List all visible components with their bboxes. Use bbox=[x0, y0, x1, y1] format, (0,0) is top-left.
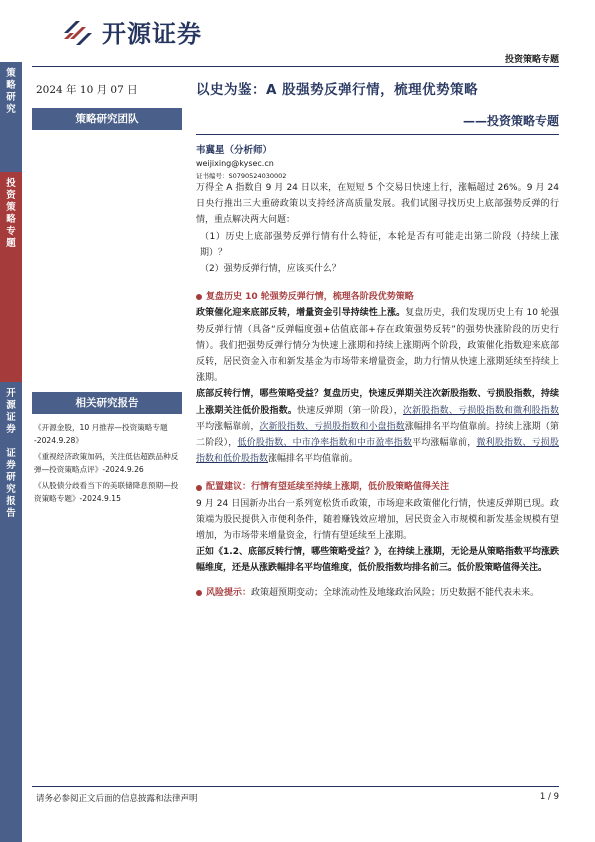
sidebar-char: 证 bbox=[6, 412, 16, 423]
sidebar-segment-topic bbox=[0, 172, 22, 382]
sidebar-segment-brand bbox=[0, 382, 22, 842]
underlined-index-list: 次新股指数、亏损股指数和小盘指数 bbox=[259, 421, 405, 432]
sidebar-char: 券 bbox=[6, 460, 16, 471]
sidebar-char: 报 bbox=[6, 496, 16, 507]
header-divider bbox=[32, 66, 559, 67]
bullet-icon bbox=[196, 485, 202, 491]
related-reports-list bbox=[34, 422, 184, 509]
sidebar-char: 开 bbox=[6, 388, 16, 399]
underlined-index-list: 低价股指数、中市净率指数和中市盈率指数 bbox=[237, 438, 413, 449]
brand-logo bbox=[62, 14, 202, 49]
section-heading-text: 配置建议：行情有望延续至持续上涨期，低价股策略值得关注 bbox=[206, 482, 450, 493]
related-report-item[interactable]: 《开源金股，10 月推荐—投资策略专题 -2024.9.28》 bbox=[34, 423, 168, 445]
paragraph-text: 涨幅排名平均值靠前。 bbox=[268, 454, 359, 465]
report-body bbox=[196, 180, 559, 601]
logo-text: 开源证券 bbox=[102, 20, 202, 48]
allocation-conclusion: 正如《1.2、底部反转行情，哪些策略受益？》，在持续上涨期，无论是从策略指数平均涨跌幅维度，还是从涨跌幅排名平均值维度，低价股指数均排名前三。低价股策略值得关注。 bbox=[196, 547, 559, 574]
sidebar-char: 究 bbox=[6, 484, 16, 495]
document-category: 投资策略专题 bbox=[504, 55, 559, 65]
intro-paragraph: 万得全 A 指数自 9 月 24 日以来，在短短 5 个交易日快速上行，涨幅超过 26%。9 月 24 日央行推出三大重磅政策以支持经济高质量发展。我们试图寻找历史上底部强势反弹的行情，重点解决两大问题： bbox=[196, 183, 559, 226]
analyst-certificate: 证书编号：S0790524030002 bbox=[196, 172, 287, 180]
sidebar-segment-strategy bbox=[0, 62, 22, 172]
logo-mark-icon bbox=[62, 17, 94, 47]
section-heading-history bbox=[196, 289, 559, 305]
paragraph-text: 平均涨幅靠前， bbox=[196, 421, 260, 432]
sidebar-char: 投 bbox=[6, 178, 16, 189]
bullet-icon bbox=[196, 590, 202, 596]
sidebar-char: 告 bbox=[6, 508, 16, 519]
team-banner: 策略研究团队 bbox=[32, 108, 182, 130]
section-heading-text: 复盘历史 10 轮强势反弹行情，梳理各阶段优势策略 bbox=[206, 292, 414, 303]
sidebar-char: 资 bbox=[6, 190, 16, 201]
bullet-icon bbox=[196, 294, 202, 300]
history-paragraph-two bbox=[196, 386, 559, 467]
related-report-item[interactable]: 《重视经济政策加码，关注低估超跌品种反弹—投资策略点评》-2024.9.26 bbox=[34, 452, 179, 474]
risk-body: 政策超预期变动；全球流动性及地缘政治风险；历史数据不能代表未来。 bbox=[251, 587, 540, 598]
footer-disclaimer: 请务必参阅正文后面的信息披露和法律声明 bbox=[36, 794, 198, 804]
sidebar-char: 专 bbox=[6, 226, 16, 237]
sidebar-char: 略 bbox=[6, 80, 16, 91]
analyst-email[interactable]: weijixing@kysec.cn bbox=[196, 159, 274, 168]
question-one: （1）历史上底部强势反弹行情有什么特征，本轮是否有可能走出第二阶段（持续上涨期）？ bbox=[200, 231, 559, 258]
bold-lead: 底部反转行情，哪些策略受益？复盘历史，快速反弹期关注次新股指数、亏损股指数，持续上涨期关注低价股指数。 bbox=[196, 389, 559, 416]
paragraph-text: 快速反弹期（第一阶段）， bbox=[297, 405, 403, 416]
underlined-index-list: 微利股指数、亏损股指数和低价股指数 bbox=[196, 438, 559, 465]
sidebar-char: 券 bbox=[6, 424, 16, 435]
sidebar-char: 题 bbox=[6, 238, 16, 249]
paragraph-text: 复盘历史，我们发现历史上有 10 轮强势反弹行情（具备“反弹幅度强+估值底部+存在政策强势反转”的强势快涨阶段的历史行情）。我们把强势反弹行情分为快速上涨期和持续上涨期两个阶段，政策催化指数迎来底部反转，居民资金入市和新发基金为市场带来增量资金，助力行情从快速上涨期延续至持续上涨期。 bbox=[196, 308, 559, 384]
sidebar-char: 证 bbox=[6, 448, 16, 459]
history-paragraph-one bbox=[196, 305, 559, 386]
title-divider bbox=[196, 134, 559, 135]
risk-heading: 风险提示： bbox=[206, 587, 252, 598]
paragraph-text: 平均涨幅靠前， bbox=[412, 438, 477, 449]
sidebar-char bbox=[0, 436, 22, 448]
page-number: 1 / 9 bbox=[539, 792, 559, 802]
sidebar-char: 策 bbox=[6, 68, 16, 79]
sidebar-char: 研 bbox=[6, 472, 16, 483]
footer-divider bbox=[32, 786, 559, 787]
bold-lead: 政策催化迎来底部反转，增量资金引导持续性上涨。 bbox=[196, 308, 406, 319]
sidebar-char: 策 bbox=[6, 202, 16, 213]
related-report-item[interactable]: 《从股债分歧看当下的美联储降息预期—投资策略专题》-2024.9.15 bbox=[34, 481, 179, 503]
report-date: 2024 年 10 月 07 日 bbox=[36, 84, 138, 96]
analyst-name: 韦冀星（分析师） bbox=[196, 145, 273, 156]
risk-warning-text bbox=[206, 585, 539, 601]
sidebar-char: 究 bbox=[6, 104, 16, 115]
question-two: （2）强势反弹行情，应该买什么？ bbox=[200, 264, 341, 275]
analyst-block bbox=[196, 142, 396, 180]
sidebar-char: 研 bbox=[6, 92, 16, 103]
sidebar-char: 源 bbox=[6, 400, 16, 411]
risk-warning bbox=[196, 585, 559, 601]
sidebar-strip bbox=[0, 0, 26, 842]
sidebar-char: 略 bbox=[6, 214, 16, 225]
underlined-index-list: 次新股指数、亏损股指数和微利股指数 bbox=[402, 405, 559, 416]
related-reports-banner: 相关研究报告 bbox=[32, 392, 182, 414]
section-heading-allocation bbox=[196, 479, 559, 495]
allocation-paragraph: 9 月 24 日国新办出台一系列宽松货币政策，市场迎来政策催化行情，快速反弹期已现。政策端为股民提供入市便利条件，随着赚钱效应增加，居民资金入市规模和新发基金规模有望增加，为市场带来增量资金，行情有望延续至上涨期。 bbox=[196, 498, 559, 542]
report-subtitle: ——投资策略专题 bbox=[462, 114, 559, 128]
report-title: 以史为鉴：A 股强势反弹行情，梳理优势策略 bbox=[196, 82, 479, 98]
paragraph-text: 涨幅排名平均值靠前。持续上涨期（第二阶段）， bbox=[196, 421, 559, 449]
